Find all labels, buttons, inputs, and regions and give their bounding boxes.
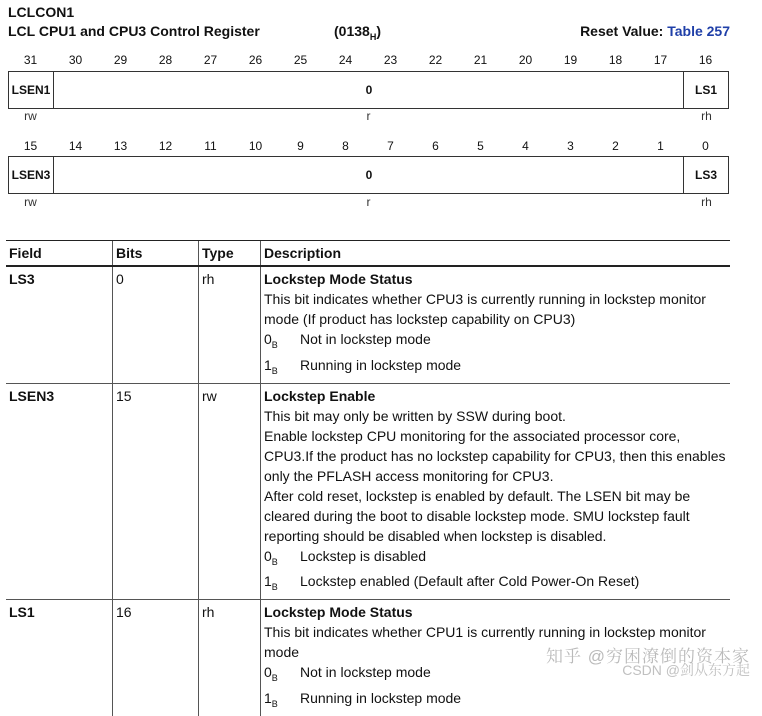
field-lsen3: LSEN3 [9,157,54,193]
enum-value-suffix: B [271,582,278,593]
header-description: Description [261,241,731,267]
bit-number: 6 [432,139,439,153]
description-cell [261,383,731,600]
bit-number: 29 [113,53,128,67]
header-bits: Bits [113,241,199,267]
enum-value-suffix: B [271,556,278,567]
field-name-cell: LS1 [6,600,113,716]
register-address [334,23,381,42]
watermark-zhihu: 知乎 @穷困潦倒的资本家 [546,647,750,666]
enum-value-digit: 1 [264,573,272,590]
bit-number: 14 [68,139,83,153]
bit-number: 10 [248,139,263,153]
bit-number: 26 [248,53,263,67]
field-ls1: LS1 [683,72,728,108]
bit-number: 24 [338,53,353,67]
reset-label: Reset Value: [580,23,664,39]
bit-number: 16 [698,53,713,67]
field-name-cell: LS3 [6,266,113,383]
bit-number: 9 [297,139,304,153]
description-cell [261,266,731,383]
bit-number: 21 [473,53,488,67]
access-ls1: rh [701,109,712,123]
table-row [6,383,730,600]
bit-number: 17 [653,53,668,67]
table-row [6,266,730,383]
bit-number: 20 [518,53,533,67]
bit-number: 25 [293,53,308,67]
enum-value [264,662,300,688]
bit-number: 0 [702,139,709,153]
enum-text: Not in lockstep mode [300,331,431,347]
field-ls3: LS3 [683,157,728,193]
bit-number: 18 [608,53,623,67]
description-title: Lockstep Enable [264,387,376,404]
enum-text: Lockstep is disabled [300,547,427,564]
bit-number: 31 [23,53,38,67]
type-cell: rw [199,383,261,600]
bit-number: 3 [567,139,574,153]
bit-number: 12 [158,139,173,153]
enum-value-suffix: B [271,339,278,350]
bit-number: 28 [158,53,173,67]
enum-value-suffix: B [271,698,278,709]
reset-value [580,23,730,39]
bit-number: 15 [23,139,38,153]
address-close: ) [376,23,381,39]
bits-cell: 15 [113,383,199,600]
access-reserved-lower: r [366,195,371,209]
description-text: This bit indicates whether CPU1 is currently running in lockstep monitor mode [264,624,706,661]
address-value: (0138 [334,23,370,39]
table-header-row [6,241,730,267]
enum-text: Lockstep enabled (Default after Cold Power-On Reset) [300,573,640,590]
enum-entry [264,329,727,355]
enum-value [264,571,300,597]
enum-text: Running in lockstep mode [300,356,462,373]
enum-text: Running in lockstep mode [300,689,462,706]
description-title: Lockstep Mode Status [264,271,413,287]
enum-value-suffix: B [271,365,278,376]
address-suffix: H [369,31,377,42]
bit-number: 1 [657,139,664,153]
bit-number: 22 [428,53,443,67]
enum-entry [264,355,727,381]
header-field: Field [6,241,113,267]
field-reserved-upper: 0 [365,83,373,97]
enum-entry [264,571,727,597]
header-type: Type [199,241,261,267]
access-lsen1: rw [24,109,37,123]
description-text: After cold reset, lockstep is enabled by default. The LSEN bit may be cleared during the boot to disable lockstep mode. SMU lockstep fault reporting should be disabled when lockstep is disabled. [264,487,691,544]
description-text: This bit indicates whether CPU3 is currently running in lockstep monitor mode (If product has lockstep capability on CPU3) [264,291,706,327]
access-upper [8,109,729,123]
bit-number: 27 [203,53,218,67]
bit-number: 4 [522,139,529,153]
enum-value [264,688,300,714]
field-name-cell: LSEN3 [6,383,113,600]
bit-number: 30 [68,53,83,67]
enum-value-digit: 1 [264,689,272,706]
enum-value [264,546,300,572]
bit-number: 8 [342,139,349,153]
description-title: Lockstep Mode Status [264,604,413,621]
field-lsen1: LSEN1 [9,72,54,108]
enum-value-digit: 1 [264,356,272,373]
bit-number: 2 [612,139,619,153]
register-title: LCL CPU1 and CPU3 Control Register [8,23,260,39]
bit-number: 23 [383,53,398,67]
bit-numbers-lower [8,139,729,155]
access-ls3: rh [701,195,712,209]
watermark-csdn: CSDN @剑从东方起 [622,662,750,678]
register-name: LCLCON1 [8,4,75,20]
description-text: Enable lockstep CPU monitoring for the associated processor core, CPU3.If the product has no lockstep capability for CPU3, then this enables only the PFLASH access monitoring for CPU3. [264,427,726,484]
bits-cell: 16 [113,600,199,716]
enum-entry [264,546,727,572]
enum-value-suffix: B [271,672,278,683]
enum-value-digit: 0 [264,547,272,564]
bit-numbers-upper [8,53,729,69]
enum-value-digit: 0 [264,331,272,347]
field-reserved-lower: 0 [365,168,373,182]
access-lsen3: rw [24,195,37,209]
description-text: This bit may only be written by SSW during boot. [264,407,566,424]
bit-number: 11 [204,139,217,153]
enum-value-digit: 0 [264,664,272,681]
type-cell: rh [199,600,261,716]
enum-text: Not in lockstep mode [300,664,431,681]
bit-number: 5 [477,139,484,153]
access-lower [8,195,729,209]
bit-number: 13 [113,139,128,153]
bits-cell: 0 [113,266,199,383]
register-diagram-upper [8,71,729,109]
access-reserved-upper: r [366,109,371,123]
enum-value [264,329,300,355]
reset-table-link[interactable]: Table 257 [667,23,730,39]
bit-number: 19 [563,53,578,67]
register-diagram-lower [8,156,729,194]
enum-entry [264,688,727,714]
enum-value [264,355,300,381]
bit-number: 7 [387,139,394,153]
type-cell: rh [199,266,261,383]
